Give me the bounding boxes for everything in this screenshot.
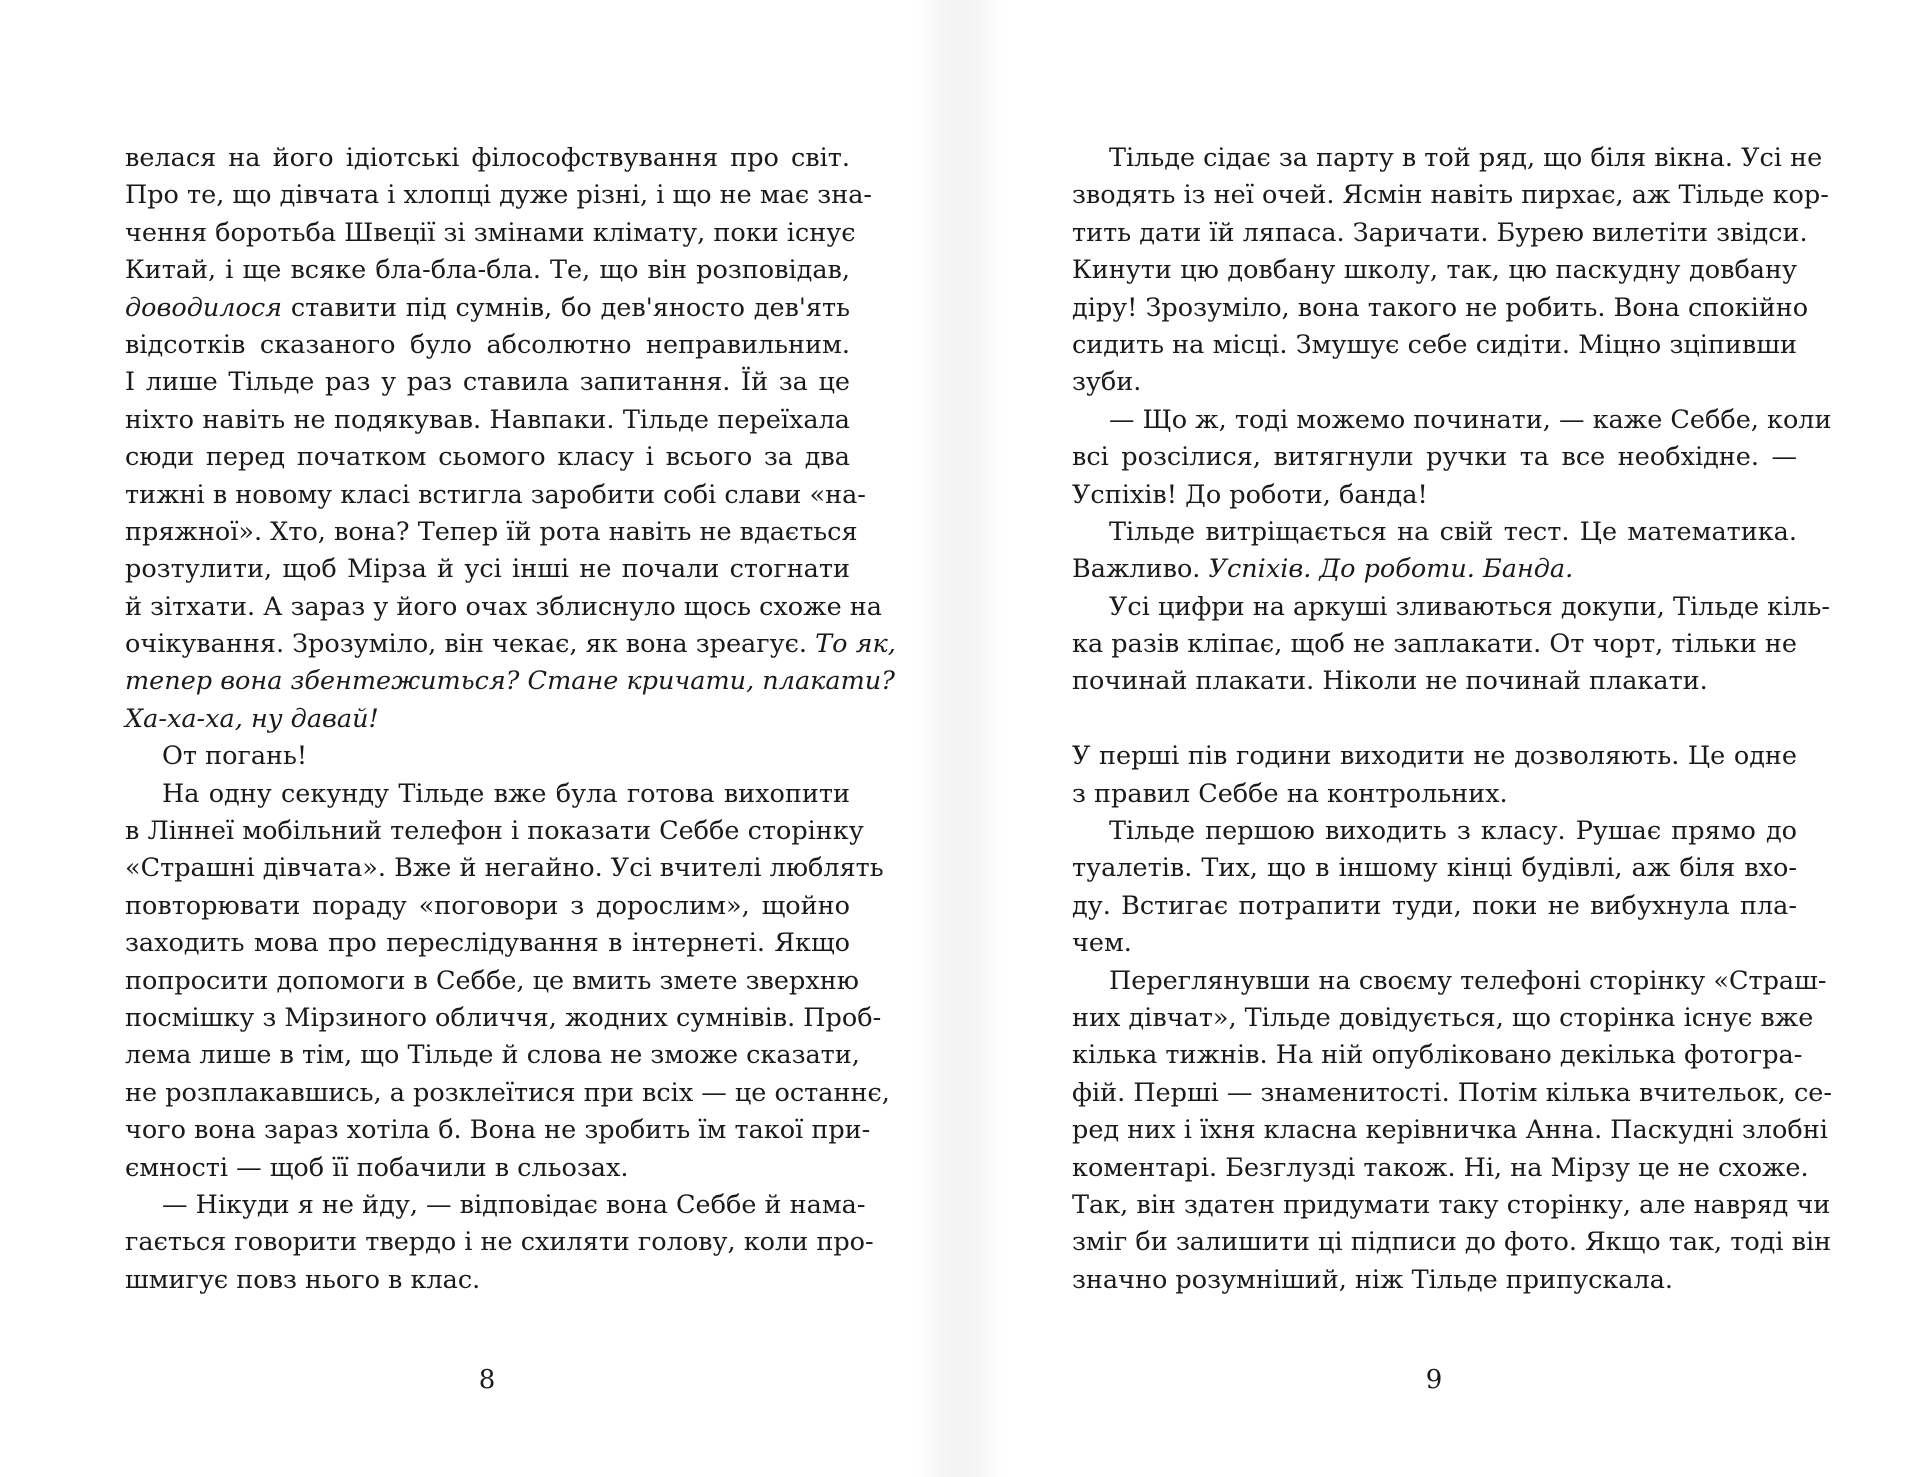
text-line: відсотків сказаного було абсолютно неправильним. [125, 329, 850, 360]
text-line: — Що ж, тоді можемо починати, — каже Себбе, коли [1109, 404, 1832, 435]
text-line: ємності — щоб її побачили в сльозах. [125, 1152, 629, 1183]
text-line: гається говорити твердо і не схиляти голову, коли про- [125, 1227, 874, 1258]
text-line: Тільде сідає за парту в той ряд, що біля вікна. Усі не [1109, 143, 1823, 173]
text-line: значно розумніший, ніж Тільде припускала. [1072, 1264, 1674, 1295]
text-fragment: очікування. Зрозуміло, він чекає, як вона зреагує. [125, 629, 808, 660]
text-line: Переглянувши на своєму телефоні сторінку «Страш- [1109, 965, 1827, 996]
text-line: На одну секунду Тільде вже була готова вихопити [162, 778, 850, 809]
italic-text: доводилося [125, 292, 283, 323]
text-line: туалетів. Тих, що в іншому кінці будівлі, аж біля вхо- [1072, 853, 1797, 884]
right-page [1072, 140, 1832, 1299]
text-line: Тільде витріщається на свій тест. Це математика. [1109, 516, 1797, 547]
text-line: тепер вона збентежиться? Стане кричати, плакати? [125, 666, 895, 697]
text-line: зводять із неї очей. Ясмін навіть пирхає, аж Тільде кор- [1072, 180, 1829, 211]
text-line: чем. [1072, 928, 1132, 959]
text-line: Кинути цю довбану школу, так, цю паскудну довбану [1072, 255, 1797, 286]
page-number-right: 9 [1425, 1365, 1443, 1395]
text-line: велася на його ідіотські філософствування про світ. [125, 143, 850, 173]
text-line [125, 290, 850, 327]
text-line: зміг би залишити ці підписи до фото. Якщо так, тоді він [1072, 1227, 1832, 1258]
text-line: ка разів кліпає, щоб не заплакати. От чорт, тільки не [1072, 629, 1797, 660]
italic-text: Успіхів. До роботи. Банда. [1208, 554, 1574, 585]
italic-text: То як, [815, 629, 896, 660]
text-fragment: ставити під сумнів, бо дев'яносто дев'ять [290, 292, 850, 323]
text-line: зуби. [1072, 367, 1142, 398]
text-line: повторювати пораду «поговори з дорослим», щойно [125, 890, 850, 921]
text-line: всі розсілися, витягнули ручки та все необхідне. — [1072, 442, 1797, 473]
text-line: пряжної». Хто, вона? Тепер їй рота навіть не вдається [125, 516, 858, 547]
text-line: кілька тижнів. На ній опубліковано декілька фотогра- [1072, 1040, 1803, 1071]
text-line: й зітхати. А зараз у його очах зблиснуло щось схоже на [125, 591, 883, 622]
text-line: фій. Перші — знаменитості. Потім кілька вчительок, се- [1072, 1077, 1832, 1108]
text-line: сюди перед початком сьомого класу і всього за два [125, 442, 850, 473]
text-line [1072, 551, 1797, 588]
text-line: Так, він здатен придумати таку сторінку, але навряд чи [1072, 1189, 1831, 1220]
text-line: в Ліннеї мобільний телефон і показати Себбе сторінку [125, 816, 864, 847]
text-line: заходить мова про переслідування в інтернеті. Якщо [125, 928, 850, 959]
text-line: Китай, і ще всяке бла-бла-бла. Те, що він розповідав, [125, 255, 850, 286]
text-line: чого вона зараз хотіла б. Вона не зробить їм такої при- [125, 1115, 871, 1146]
text-line: діру! Зрозуміло, вона такого не робить. Вона спокійно [1072, 292, 1809, 323]
page-number-left: 8 [478, 1365, 496, 1395]
text-line: з правил Себбе на контрольних. [1072, 778, 1508, 809]
text-line: починай плакати. Ніколи не починай плакати. [1072, 666, 1708, 697]
text-line: тить дати їй ляпаса. Заричати. Бурею вилетіти звідси. [1072, 217, 1808, 248]
text-line: коментарі. Безглузді також. Ні, на Мірзу це не схоже. [1072, 1152, 1809, 1183]
text-line: От погань! [162, 741, 308, 772]
text-line: Ха-ха-ха, ну давай! [125, 703, 379, 734]
text-line: Успіхів! До роботи, банда! [1072, 479, 1428, 510]
text-line: попросити допомоги в Себбе, це вмить змете зверхню [125, 965, 859, 996]
text-line: шмигує повз нього в клас. [125, 1264, 481, 1295]
text-line: ніхто навіть не подякував. Навпаки. Тільде переїхала [125, 404, 850, 435]
text-line: Про те, що дівчата і хлопці дуже різні, і що не має зна- [125, 180, 873, 211]
text-line: чення боротьба Швеції зі змінами клімату, поки існує [125, 217, 856, 248]
text-line: посмішку з Мірзиного обличчя, жодних сумнівів. Проб- [125, 1002, 882, 1033]
text-line: Тільде першою виходить з класу. Рушає прямо до [1109, 816, 1797, 847]
text-fragment: Важливо. [1072, 554, 1201, 585]
text-line: «Страшні дівчата». Вже й негайно. Усі вчителі люблять [125, 853, 884, 884]
section-break [1072, 701, 1797, 738]
text-line: ред них і їхня класна керівничка Анна. Паскудні злобні [1072, 1115, 1828, 1146]
left-page [125, 140, 896, 1299]
text-line [125, 626, 896, 663]
text-line: Усі цифри на аркуші зливаються докупи, Тільде кіль- [1109, 591, 1830, 622]
text-line: І лише Тільде раз у раз ставила запитання. Їй за це [125, 367, 850, 398]
text-line: розтулити, щоб Мірза й усі інші не почали стогнати [125, 554, 850, 585]
text-line: — Нікуди я не йду, — відповідає вона Себбе й нама- [162, 1189, 866, 1220]
book-gutter [915, 0, 1005, 1477]
text-line: лема лише в тім, що Тільде й слова не зможе сказати, [125, 1040, 860, 1071]
text-line: них дівчат», Тільде довідується, що сторінка існує вже [1072, 1002, 1814, 1033]
text-line: не розплакавшись, а розклеїтися при всіх — це останнє, [125, 1077, 890, 1108]
text-line: тижні в новому класі встигла заробити собі слави «на- [125, 479, 866, 510]
text-line: сидить на місці. Змушує себе сидіти. Міцно зціпивши [1072, 329, 1797, 360]
text-line: ду. Встигає потрапити туди, поки не вибухнула пла- [1072, 890, 1797, 921]
text-line: У перші пів години виходити не дозволяють. Це одне [1072, 741, 1797, 772]
